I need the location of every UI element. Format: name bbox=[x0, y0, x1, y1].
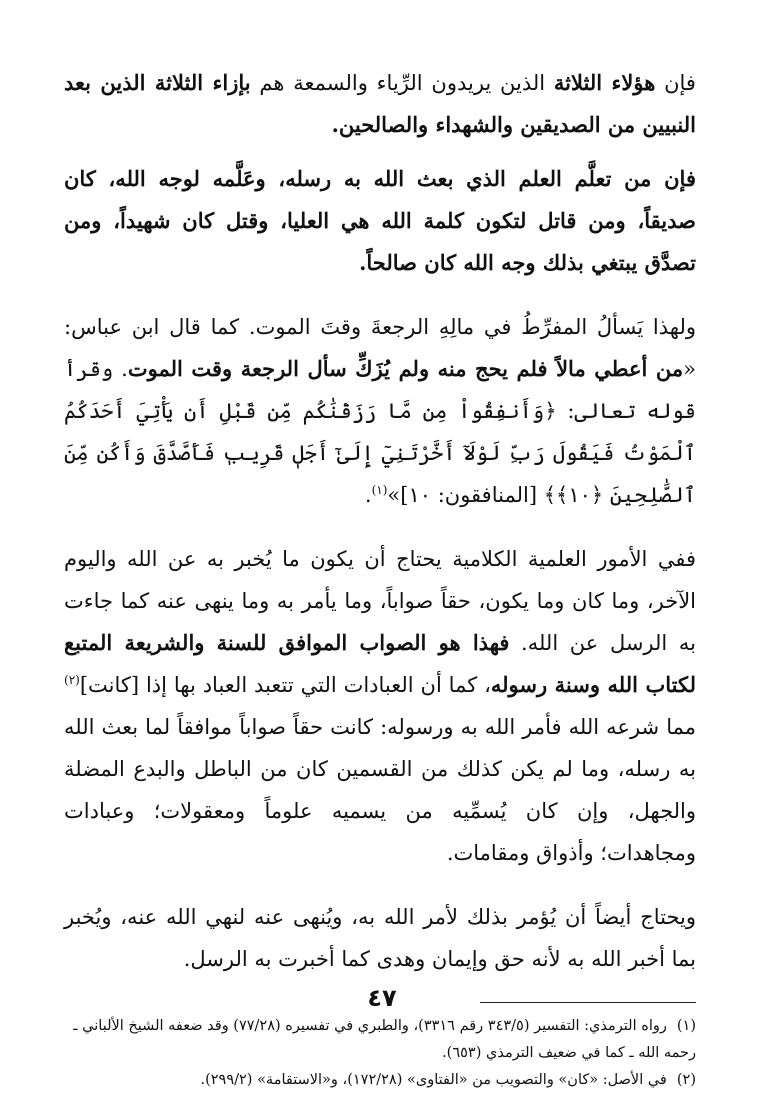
paragraph-3 bbox=[64, 306, 696, 516]
p1-bold-a: هؤلاء الثلاثة bbox=[553, 70, 656, 95]
footnote-2-text: في الأصل: «كان» والتصويب من «الفتاوى» (١٧٢/٢٨)، و«الاستقامة» (٢٩٩/٢). bbox=[200, 1072, 667, 1088]
paragraph-5 bbox=[64, 896, 696, 980]
paragraph-2 bbox=[64, 158, 696, 284]
p5-text: ويحتاج أيضاً أن يُؤمر بذلك لأمر الله به، ويُنهى عنه لنهي الله عنه، ويُخبر بما أخبر الله به لأنه حق وإيمان وهدى كما أخبرت به الرسل. bbox=[64, 905, 696, 971]
p2-text: فإن من تعلَّم العلم الذي بعث الله به رسله، وعَلَّمه لوجه الله، كان صديقاً، ومن قاتل لتكون كلمة الله هي العليا، وقتل كان شهيداً، ومن تصدَّق يبتغي بذلك وجه الله كان صالحاً. bbox=[64, 166, 696, 275]
p3-end: . bbox=[364, 483, 372, 507]
p3-quote-bold: من أعطي مالاً فلم يحج منه ولم يُزَكِّ سأل الرجعة وقت الموت bbox=[127, 356, 684, 381]
p1-text-a: فإن bbox=[655, 71, 696, 95]
p4-text-a: ففي الأمور العلمية الكلامية يحتاج أن يكون ما يُخبر به عن الله واليوم الآخر، وما كان وما يكون، حقاً صواباً، وما يأمر به وما ينهى عنه كما جاءت به الرسل عن الله. bbox=[64, 547, 696, 655]
footnote-2-number: (٢) bbox=[676, 1072, 696, 1088]
footnote-1 bbox=[64, 1013, 696, 1067]
paragraph-4 bbox=[64, 538, 696, 874]
footnote-ref-2[interactable]: (٢) bbox=[64, 673, 80, 687]
footnote-2 bbox=[64, 1067, 696, 1094]
p1-bold-d: بإزاء الثلاثة الذين بعد النبيين من الصديقين والشهداء والصالحين. bbox=[64, 70, 696, 137]
p1-text-c: الذين يريدون الرِّياء والسمعة هم bbox=[250, 71, 554, 95]
p3-text-a: ولهذا يَسألُ المفرِّطُ في مالِهِ الرجعةَ وقتَ الموت. كما قال ابن عباس: « bbox=[64, 315, 696, 381]
p4-bold-b: فهذا هو الصواب الموافق للسنة والشريعة المتبع لكتاب الله وسنة رسوله bbox=[64, 630, 696, 697]
paragraph-1 bbox=[64, 62, 696, 146]
footnotes bbox=[64, 1013, 696, 1094]
verse-reference: [المنافقون: ١٠]» bbox=[387, 483, 544, 507]
p4-text-d: مما شرعه الله فأمر الله به ورسوله: كانت حقاً صواباً موافقاً لما بعث الله به رسله، وما لم يكن كذلك من القسمين كان من الباطل والبدع المضلة والجهل، وإن كان يُسمِّيه من يسميه علوماً ومعقولات؛ وعبادات ومجاهدات؛ وأذواق ومقامات. bbox=[64, 715, 696, 865]
p3-text-c: . وقرأ قوله تعالى: bbox=[64, 357, 696, 423]
footnote-1-number: (١) bbox=[676, 1018, 696, 1034]
p4-text-c: ، كما أن العبادات التي تتعبد العباد بها إذا [كانت] bbox=[79, 673, 491, 697]
quran-verse: ﴿وَأَنفِقُواْ مِن مَّا رَزَقْنَٰكُم مِّن قَبْلِ أَن يَأْتِيَ أَحَدَكُمُ ٱلْمَوْتُ فَيَقُولَ رَبِّ لَوْلَآ أَخَّرْتَنِيٓ إِلَىٰٓ أَجَلٖ قَرِيبٖ فَأَصَّدَّقَ وَأَكُن مِّنَ ٱلصَّٰلِحِينَ ﴿١٠﴾﴾ bbox=[64, 399, 696, 507]
page-number: ٤٧ bbox=[367, 984, 397, 1012]
footnote-1-text: رواه الترمذي: التفسير (٣٤٣/٥ رقم ٣٣١٦)، والطبري في تفسيره (٧٧/٢٨) وقد ضعفه الشيخ الألباني ـ رحمه الله ـ كما في ضعيف الترمذي (٦٥٣). bbox=[73, 1018, 696, 1061]
footnote-ref-1[interactable]: (١) bbox=[371, 483, 388, 497]
